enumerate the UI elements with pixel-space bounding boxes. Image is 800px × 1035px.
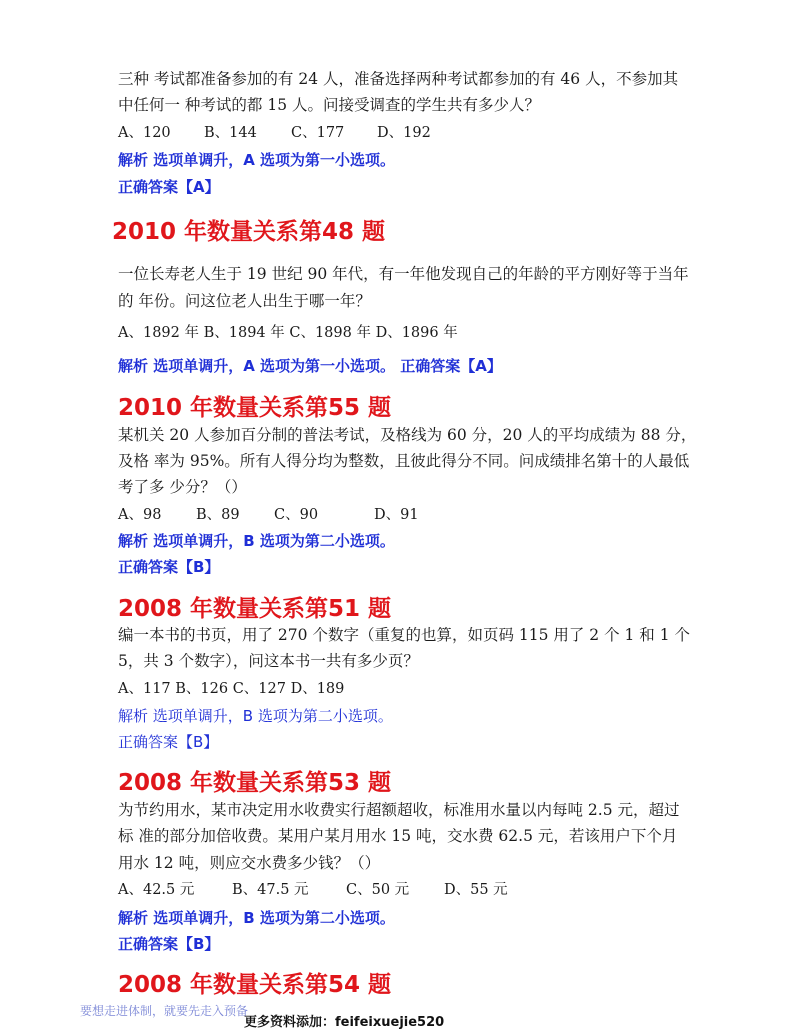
footer-contact: 更多资料添加：feifeixuejie520	[244, 1015, 445, 1030]
q53-analysis: 解析 选项单调升，B 选项为第二小选项。	[118, 909, 395, 927]
q55-title: 2010 年数量关系第55 题	[118, 395, 392, 421]
q51-analysis: 解析 选项单调升，B 选项为第二小选项。	[118, 707, 393, 725]
q0-text-line-1: 三种 考试都准备参加的有 24 人，准备选择两种考试都参加的有 46 人，不参加其	[118, 70, 679, 88]
q0-option-d: D、192	[377, 125, 431, 141]
q55-options	[118, 505, 419, 525]
q55-text-line-1: 某机关 20 人参加百分制的普法考试，及格线为 60 分，20 人的平均成绩为 88 分，	[118, 426, 697, 444]
footer-slogan: 要想走进体制，就要先走入预备	[80, 1004, 249, 1018]
q53-options	[118, 880, 508, 900]
q0-options	[118, 123, 431, 143]
q53-option-d: D、55 元	[444, 882, 508, 898]
q55-analysis: 解析 选项单调升，B 选项为第二小选项。	[118, 532, 395, 550]
q55-answer: 正确答案【B】	[118, 558, 220, 576]
q48-title: 2010 年数量关系第48 题	[112, 219, 386, 245]
q55-option-b: B、89	[196, 507, 240, 523]
q55-option-d: D、91	[374, 507, 419, 523]
q55-text-line-3: 考了多 少分？（）	[118, 478, 247, 496]
q53-text-line-2: 标 准的部分加倍收费。某用户某月用水 15 吨，交水费 62.5 元，若该用户下个月	[118, 827, 678, 845]
q51-text-line-1: 编一本书的书页，用了 270 个数字（重复的也算，如页码 115 用了 2 个 1 和 1 个	[118, 626, 691, 644]
q55-option-a: A、98	[118, 507, 162, 523]
q0-answer: 正确答案【A】	[118, 178, 220, 196]
q48-text-line-1: 一位长寿老人生于 19 世纪 90 年代，有一年他发现自己的年龄的平方刚好等于当年	[118, 265, 689, 283]
q0-text-line-2: 中任何一 种考试的都 15 人。问接受调查的学生共有多少人？	[118, 96, 541, 114]
q0-analysis: 解析 选项单调升，A 选项为第一小选项。	[118, 151, 396, 169]
q48-analysis-answer: 解析 选项单调升，A 选项为第一小选项。 正确答案【A】	[118, 357, 502, 375]
q53-text-line-3: 用水 12 吨，则应交水费多少钱？（）	[118, 854, 381, 872]
q51-text-line-2: 5，共 3 个数字），问这本书一共有多少页？	[118, 652, 419, 670]
q55-option-c: C、90	[274, 507, 319, 523]
q54-title: 2008 年数量关系第54 题	[118, 972, 392, 998]
q53-title: 2008 年数量关系第53 题	[118, 770, 392, 796]
q53-answer: 正确答案【B】	[118, 935, 220, 953]
q53-option-a: A、42.5 元	[118, 882, 195, 898]
q53-option-b: B、47.5 元	[232, 882, 309, 898]
q51-options: A、117 B、126 C、127 D、189	[118, 681, 345, 697]
q0-option-a: A、120	[118, 125, 171, 141]
q0-option-b: B、144	[204, 125, 257, 141]
q51-title: 2008 年数量关系第51 题	[118, 596, 392, 622]
q0-option-c: C、177	[291, 125, 345, 141]
q53-option-c: C、50 元	[346, 882, 410, 898]
q53-text-line-1: 为节约用水，某市决定用水收费实行超额超收，标准用水量以内每吨 2.5 元，超过	[118, 801, 680, 819]
q51-answer: 正确答案【B】	[118, 733, 219, 751]
q55-text-line-2: 及格 率为 95%。所有人得分均为整数，且彼此得分不同。问成绩排名第十的人最低	[118, 452, 690, 470]
q48-text-line-2: 的 年份。问这位老人出生于哪一年？	[118, 292, 371, 310]
q48-options: A、1892 年 B、1894 年 C、1898 年 D、1896 年	[118, 325, 458, 341]
